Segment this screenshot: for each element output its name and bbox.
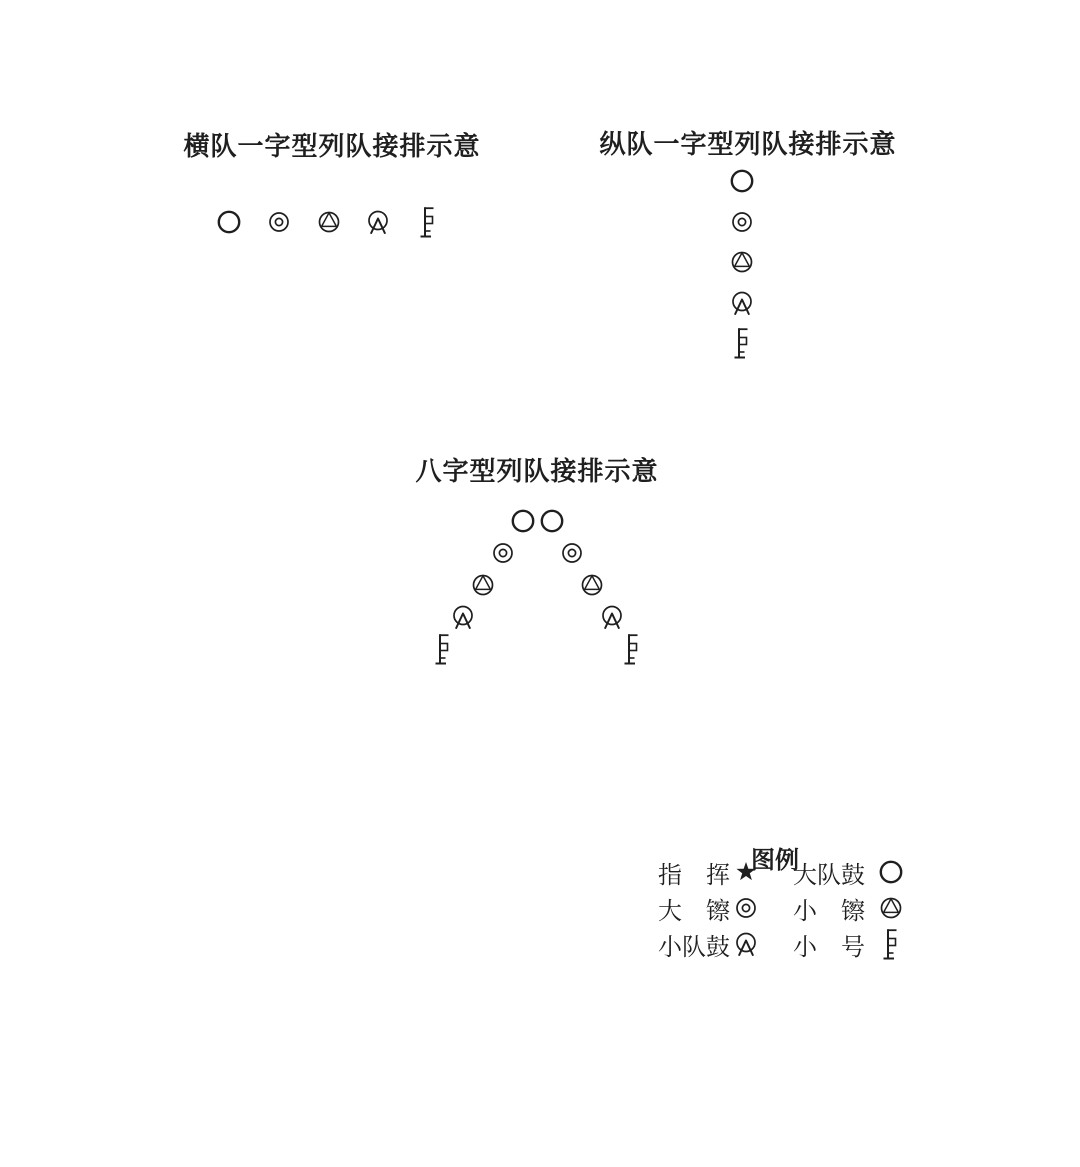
small-cymbal-icon bbox=[317, 204, 341, 240]
legend-label: 小 号 bbox=[793, 933, 865, 961]
big-cymbal-icon bbox=[491, 535, 515, 571]
bugle-icon bbox=[730, 325, 754, 361]
small-cymbal-icon bbox=[580, 567, 604, 603]
legend-label: 大队鼓 bbox=[793, 861, 865, 889]
legend-label: 小队鼓 bbox=[658, 933, 730, 961]
legend-entry bbox=[658, 854, 758, 890]
big-drum-icon bbox=[511, 503, 535, 539]
legend-title: 图例 bbox=[751, 847, 799, 874]
legend-entry bbox=[793, 854, 903, 890]
legend-entries bbox=[658, 854, 903, 962]
small-cymbal-icon bbox=[730, 244, 754, 280]
legend-entry bbox=[793, 926, 903, 962]
small-drum-icon bbox=[366, 204, 390, 240]
bugle-icon bbox=[879, 926, 903, 962]
small-drum-icon bbox=[734, 926, 758, 962]
big-drum-icon bbox=[217, 204, 241, 240]
bugle-icon bbox=[431, 631, 455, 667]
horizontal-formation-symbols bbox=[217, 204, 440, 240]
legend-entry bbox=[658, 890, 758, 926]
conductor-star-icon bbox=[734, 854, 758, 890]
legend-label: 大 镲 bbox=[658, 897, 730, 925]
big-cymbal-icon bbox=[730, 204, 754, 240]
big-cymbal-icon bbox=[734, 890, 758, 926]
bugle-icon bbox=[620, 631, 644, 667]
big-drum-icon bbox=[540, 503, 564, 539]
eight-shape-formation-title: 八字型列队接排示意 bbox=[415, 455, 659, 486]
horizontal-formation-title: 横队一字型列队接排示意 bbox=[183, 130, 481, 161]
small-drum-icon bbox=[600, 599, 624, 635]
big-drum-icon bbox=[879, 854, 903, 890]
big-cymbal-icon bbox=[560, 535, 584, 571]
small-cymbal-icon bbox=[471, 567, 495, 603]
bugle-icon bbox=[416, 204, 440, 240]
legend-entry bbox=[793, 890, 903, 926]
vertical-formation-title: 纵队一字型列队接排示意 bbox=[599, 128, 897, 159]
legend-entry bbox=[658, 926, 758, 962]
small-drum-icon bbox=[451, 599, 475, 635]
legend-label: 小 镲 bbox=[793, 897, 865, 925]
big-drum-icon bbox=[730, 163, 754, 199]
small-drum-icon bbox=[730, 285, 754, 321]
vertical-formation-symbols bbox=[730, 163, 754, 361]
small-cymbal-icon bbox=[879, 890, 903, 926]
legend-label: 指 挥 bbox=[658, 861, 730, 889]
big-cymbal-icon bbox=[267, 204, 291, 240]
